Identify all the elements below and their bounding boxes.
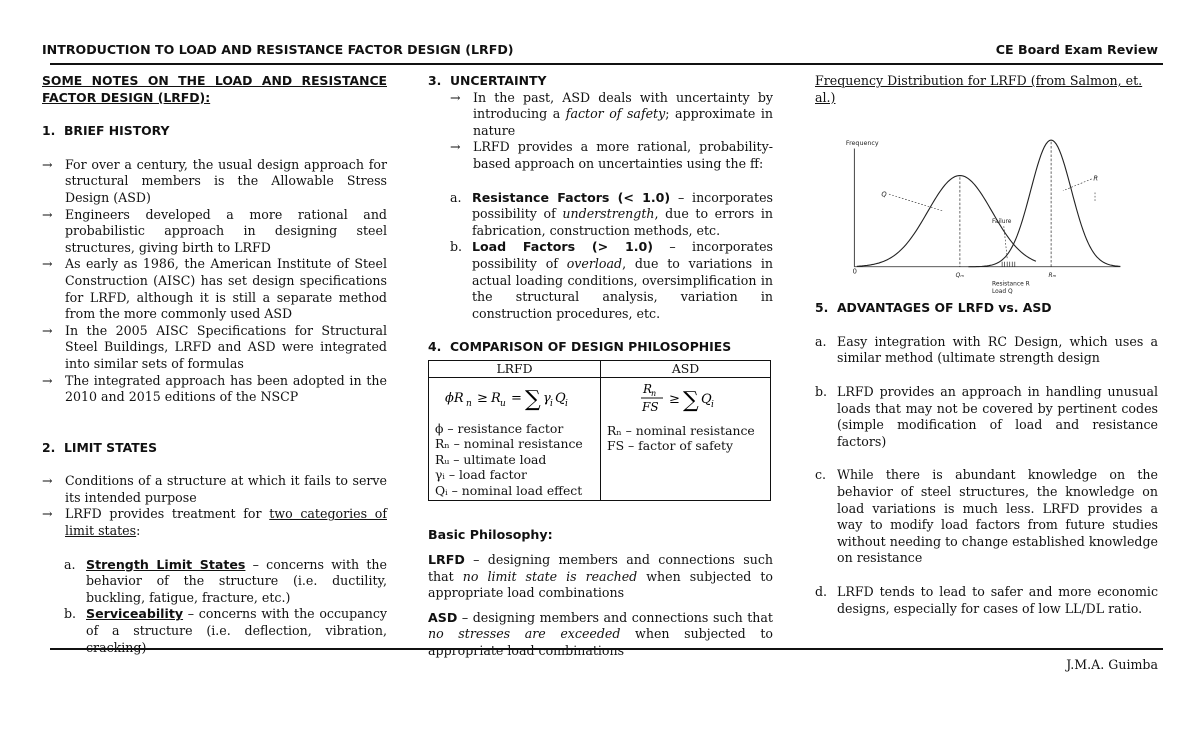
arrow-icon: →: [42, 322, 53, 338]
section-2-title: 2. LIMIT STATES: [42, 439, 158, 455]
arrow-icon: →: [42, 206, 53, 222]
footer-rule: [50, 648, 1163, 650]
section-1-title: 1. BRIEF HISTORY: [42, 123, 170, 139]
svg-text:R: R: [642, 381, 652, 396]
q-leader-line: [889, 194, 943, 211]
section-5-title: 5. ADVANTAGES OF LRFD vs. ASD: [815, 300, 1052, 316]
resistance-curve-r: [968, 140, 1120, 267]
load-factors-item: b. Load Factors (> 1.0) – incorporates possibility of overload, due to variations in actual loading conditions, oversimplification in the structural analysis, variation in construction procedures, etc.: [450, 239, 773, 321]
advantage-item: [815, 384, 1158, 450]
advantage-item: [815, 467, 1158, 567]
strength-limit-item: a. Strength Limit States – concerns with the behavior of the structure (i.e. ductility, buckling, fatigue, fracture, etc.): [64, 556, 387, 605]
uncertainty-item: → In the past, ASD deals with uncertainty by introducing a factor of safety; approximate in nature: [450, 89, 774, 138]
x-axis-label-load: Load Q: [991, 289, 1013, 296]
history-item-text: In the 2005 AISC Specifications for Structural Steel Buildings, LRFD and ASD were integrated into similar sets of formulas: [65, 322, 387, 371]
asd-variable-list: [607, 423, 764, 454]
svg-text:FS: FS: [641, 399, 659, 414]
figure-title: Frequency Distribution for LRFD (from Salmon, et. al.): [815, 73, 1143, 105]
section-3-title: 3. UNCERTAINTY: [428, 73, 547, 88]
arrow-icon: →: [42, 372, 53, 388]
history-item: [42, 157, 387, 207]
lrfd-equation: [435, 379, 594, 415]
lrfd-variable: Qᵢ – nominal load effect: [435, 482, 583, 498]
r-curve-label: R: [1093, 174, 1099, 183]
advantage-label: a.: [815, 333, 827, 349]
origin-label: 0: [852, 267, 857, 276]
notes-heading: SOME NOTES ON THE LOAD AND RESISTANCE FACTOR DESIGN (LRFD):: [42, 73, 387, 105]
advantage-item: [815, 584, 1158, 617]
svg-text:Q: Q: [700, 391, 712, 407]
document-title: INTRODUCTION TO LOAD AND RESISTANCE FACTOR DESIGN (LRFD): [42, 42, 514, 57]
column-1: [42, 73, 387, 656]
svg-text:∑: ∑: [524, 386, 541, 412]
table-header-lrfd: LRFD: [429, 360, 601, 377]
section-4-title: 4. COMPARISON OF DESIGN PHILOSOPHIES: [428, 339, 732, 355]
svg-text:Q: Q: [554, 390, 566, 406]
asd-formula: [641, 380, 731, 414]
uncertainty-item: → LRFD provides a more rational, probability-based approach on uncertainties using the ff:: [450, 139, 773, 171]
advantage-label: c.: [815, 467, 827, 483]
history-item-text: Engineers developed a more rational and probabilistic approach in designing steel structures, giving birth to LRFD: [65, 206, 387, 255]
arrow-icon: →: [450, 89, 461, 105]
svg-text:≥: ≥: [668, 391, 680, 407]
header-rule: [50, 63, 1163, 65]
svg-text:R: R: [490, 390, 501, 406]
lrfd-formula: [445, 382, 585, 412]
basic-philosophy-title: Basic Philosophy:: [428, 527, 553, 543]
advantage-text: While there is abundant knowledge on the behavior of steel structures, the knowledge on load variations is much less. LRFD provides a way to modify load factors from future studies without needing to change established knowledge on resistance: [837, 467, 1158, 566]
arrow-icon: →: [42, 473, 53, 489]
table-header-asd: ASD: [601, 360, 771, 377]
lrfd-variable: γᵢ – load factor: [435, 467, 527, 483]
svg-text:i: i: [710, 399, 714, 410]
lrfd-philosophy: LRFD – designing members and connections such that no limit state is reached when subjected to appropriate load combinations: [428, 552, 773, 601]
svg-text:n: n: [650, 388, 656, 398]
arrow-icon: →: [450, 139, 461, 155]
svg-text:γ: γ: [542, 390, 551, 406]
column-2: [428, 73, 773, 660]
q-curve-label: Q: [881, 190, 887, 199]
svg-text:≥: ≥: [476, 390, 488, 406]
advantage-item: [815, 334, 1158, 367]
frequency-axis-label: Frequency: [845, 140, 879, 148]
svg-text:u: u: [499, 398, 506, 409]
history-item-text: As early as 1986, the American Institute of Steel Construction (AISC) has set design specifications for LRFD, although it is still a separate method from the more commonly used ASD: [65, 256, 387, 322]
advantages-list: [815, 334, 1158, 617]
svg-text:ϕR: ϕR: [444, 390, 464, 406]
svg-text:i: i: [549, 398, 553, 409]
limit-states-item: → Conditions of a structure at which it fails to serve its intended purpose: [42, 473, 387, 505]
asd-philosophy: ASD – designing members and connections such that no stresses are exceeded when subjected to appropriate load combinations: [428, 609, 773, 658]
svg-text:=: =: [510, 390, 522, 406]
svg-text:i: i: [564, 398, 568, 409]
asd-variable: FS – factor of safety: [607, 438, 733, 454]
arrow-icon: →: [42, 156, 53, 172]
column-3: [815, 73, 1158, 617]
limit-states-item: → LRFD provides treatment for two categories of limit states:: [42, 506, 387, 539]
advantage-text: Easy integration with RC Design, which uses a similar method (ultimate strength design: [837, 333, 1158, 366]
advantage-text: LRFD tends to lead to safer and more economic designs, especially for cases of low LL/DL ratio.: [837, 583, 1158, 616]
history-item: [42, 323, 387, 373]
history-item-text: The integrated approach has been adopted in the 2010 and 2015 editions of the NSCP: [65, 372, 387, 405]
failure-label: Failure: [991, 219, 1012, 226]
advantage-label: b.: [815, 383, 828, 399]
asd-variable: Rₙ – nominal resistance: [607, 422, 755, 438]
asd-equation: [607, 379, 764, 415]
comparison-table: [428, 360, 771, 502]
advantage-text: LRFD provides an approach in handling unusual loads that may not be covered by pertinent codes (simple modification of load and resistance factors): [837, 383, 1158, 449]
arrow-icon: →: [42, 256, 53, 272]
svg-text:n: n: [465, 398, 472, 409]
svg-text:∑: ∑: [682, 387, 699, 413]
resistance-factors-item: a. Resistance Factors (< 1.0) – incorporates possibility of understrength, due to errors in fabrication, construction methods, etc.: [450, 189, 774, 238]
lrfd-variable-list: [435, 421, 594, 499]
lrfd-variable: Rₙ – nominal resistance: [435, 436, 583, 452]
advantage-label: d.: [815, 583, 828, 599]
author-name: J.M.A. Guimba: [1066, 657, 1158, 672]
history-item: [42, 207, 387, 257]
frequency-distribution-figure: [815, 108, 1158, 298]
qm-label: Qₘ: [955, 273, 965, 280]
history-item-text: For over a century, the usual design approach for structural members is the Allowable Stress Design (ASD): [65, 156, 387, 205]
r-leader-line: [1063, 179, 1092, 191]
lrfd-variable: ϕ – resistance factor: [435, 420, 564, 436]
serviceability-item: b. Serviceability – concerns with the occupancy of a structure (i.e. deflection, vibration, cracking): [64, 606, 387, 655]
history-item: [42, 256, 387, 322]
header-right-label: CE Board Exam Review: [995, 42, 1158, 57]
arrow-icon: →: [42, 506, 53, 522]
x-axis-label-resistance: Resistance R: [991, 281, 1030, 288]
lrfd-variable: Rᵤ – ultimate load: [435, 451, 547, 467]
rm-label: Rₘ: [1048, 273, 1057, 280]
history-list: [42, 157, 387, 406]
history-item: [42, 373, 387, 406]
